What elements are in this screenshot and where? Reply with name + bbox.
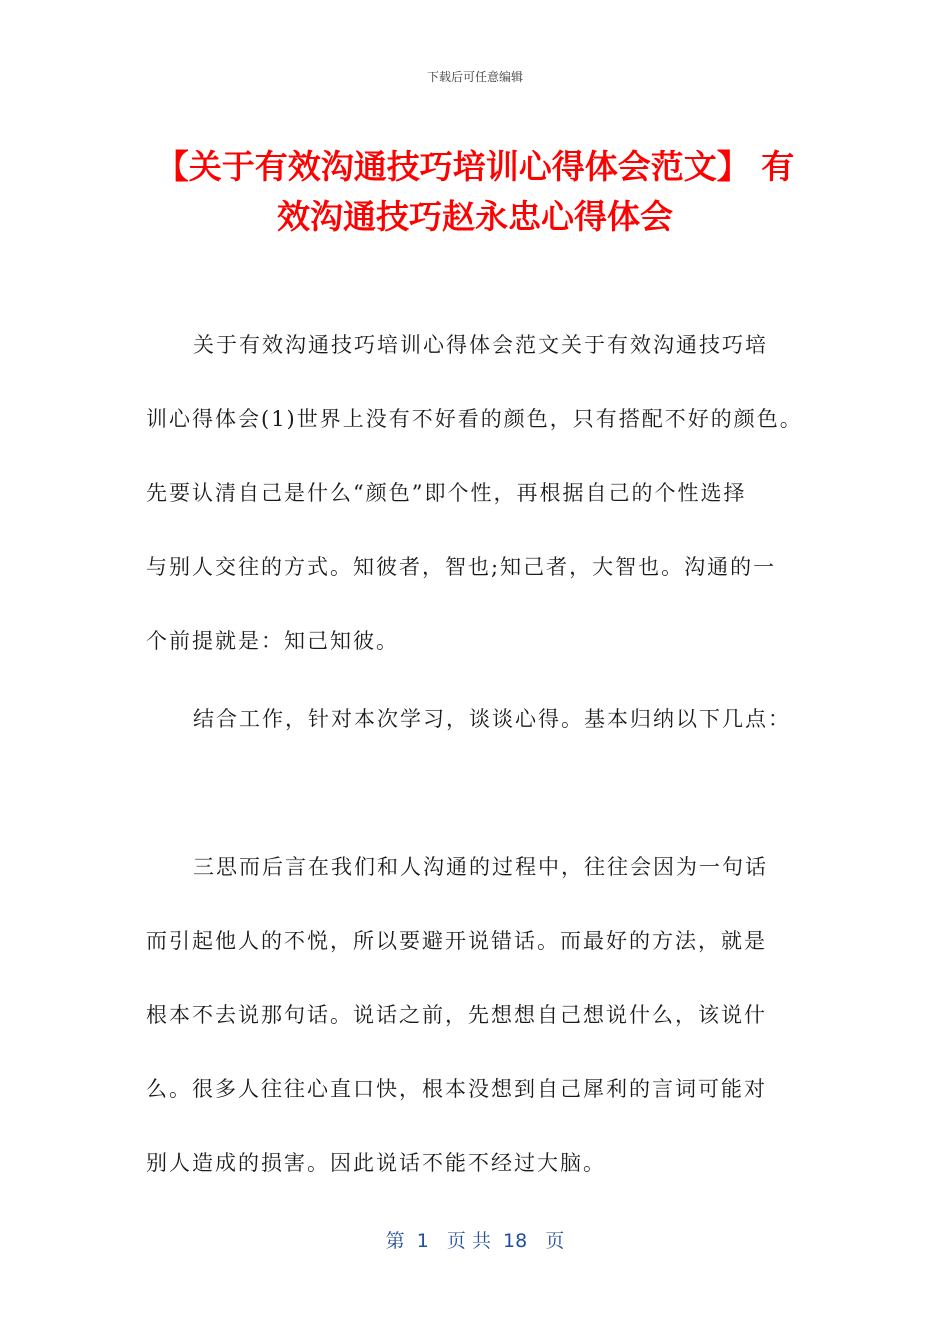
paragraph-line: 结合工作，针对本次学习，谈谈心得。基本归纳以下几点： xyxy=(193,707,791,731)
paragraph-line: 三思而后言在我们和人沟通的过程中，往往会因为一句话 xyxy=(193,855,768,879)
paragraph-line: 别人造成的损害。因此说话不能不经过大脑。 xyxy=(146,1151,606,1175)
paragraph-line: 么。很多人往往心直口快，根本没想到自己犀利的言词可能对 xyxy=(146,1077,767,1101)
paragraph-line: 与别人交往的方式。知彼者，智也;知己者，大智也。沟通的一 xyxy=(146,555,777,579)
title-line-1: 【关于有效沟通技巧培训心得体会范文】 有 xyxy=(155,147,795,186)
document-title xyxy=(130,142,820,242)
paragraph-3 xyxy=(146,852,814,1222)
paragraph-line: 关于有效沟通技巧培训心得体会范文关于有效沟通技巧培 xyxy=(193,333,768,357)
paragraph-line: 根本不去说那句话。说话之前，先想想自己想说什么，该说什 xyxy=(146,1003,767,1027)
paragraph-line: 先要认清自己是什么“颜色”即个性，再根据自己的个性选择 xyxy=(146,481,747,505)
header-note: 下载后可任意编辑 xyxy=(426,70,523,84)
paragraph-line: 个前提就是：知己知彼。 xyxy=(146,629,399,653)
paragraph-line: 训心得体会(1)世界上没有不好看的颜色，只有搭配不好的颜色。 xyxy=(146,407,803,431)
page-number-footer: 第 1 页 共 18 页 xyxy=(385,1230,565,1252)
paragraph-1 xyxy=(146,330,814,700)
paragraph-2 xyxy=(146,704,814,778)
paragraph-line: 而引起他人的不悦，所以要避开说错话。而最好的方法，就是 xyxy=(146,929,767,953)
title-line-2: 效沟通技巧赵永忠心得体会 xyxy=(277,197,673,236)
